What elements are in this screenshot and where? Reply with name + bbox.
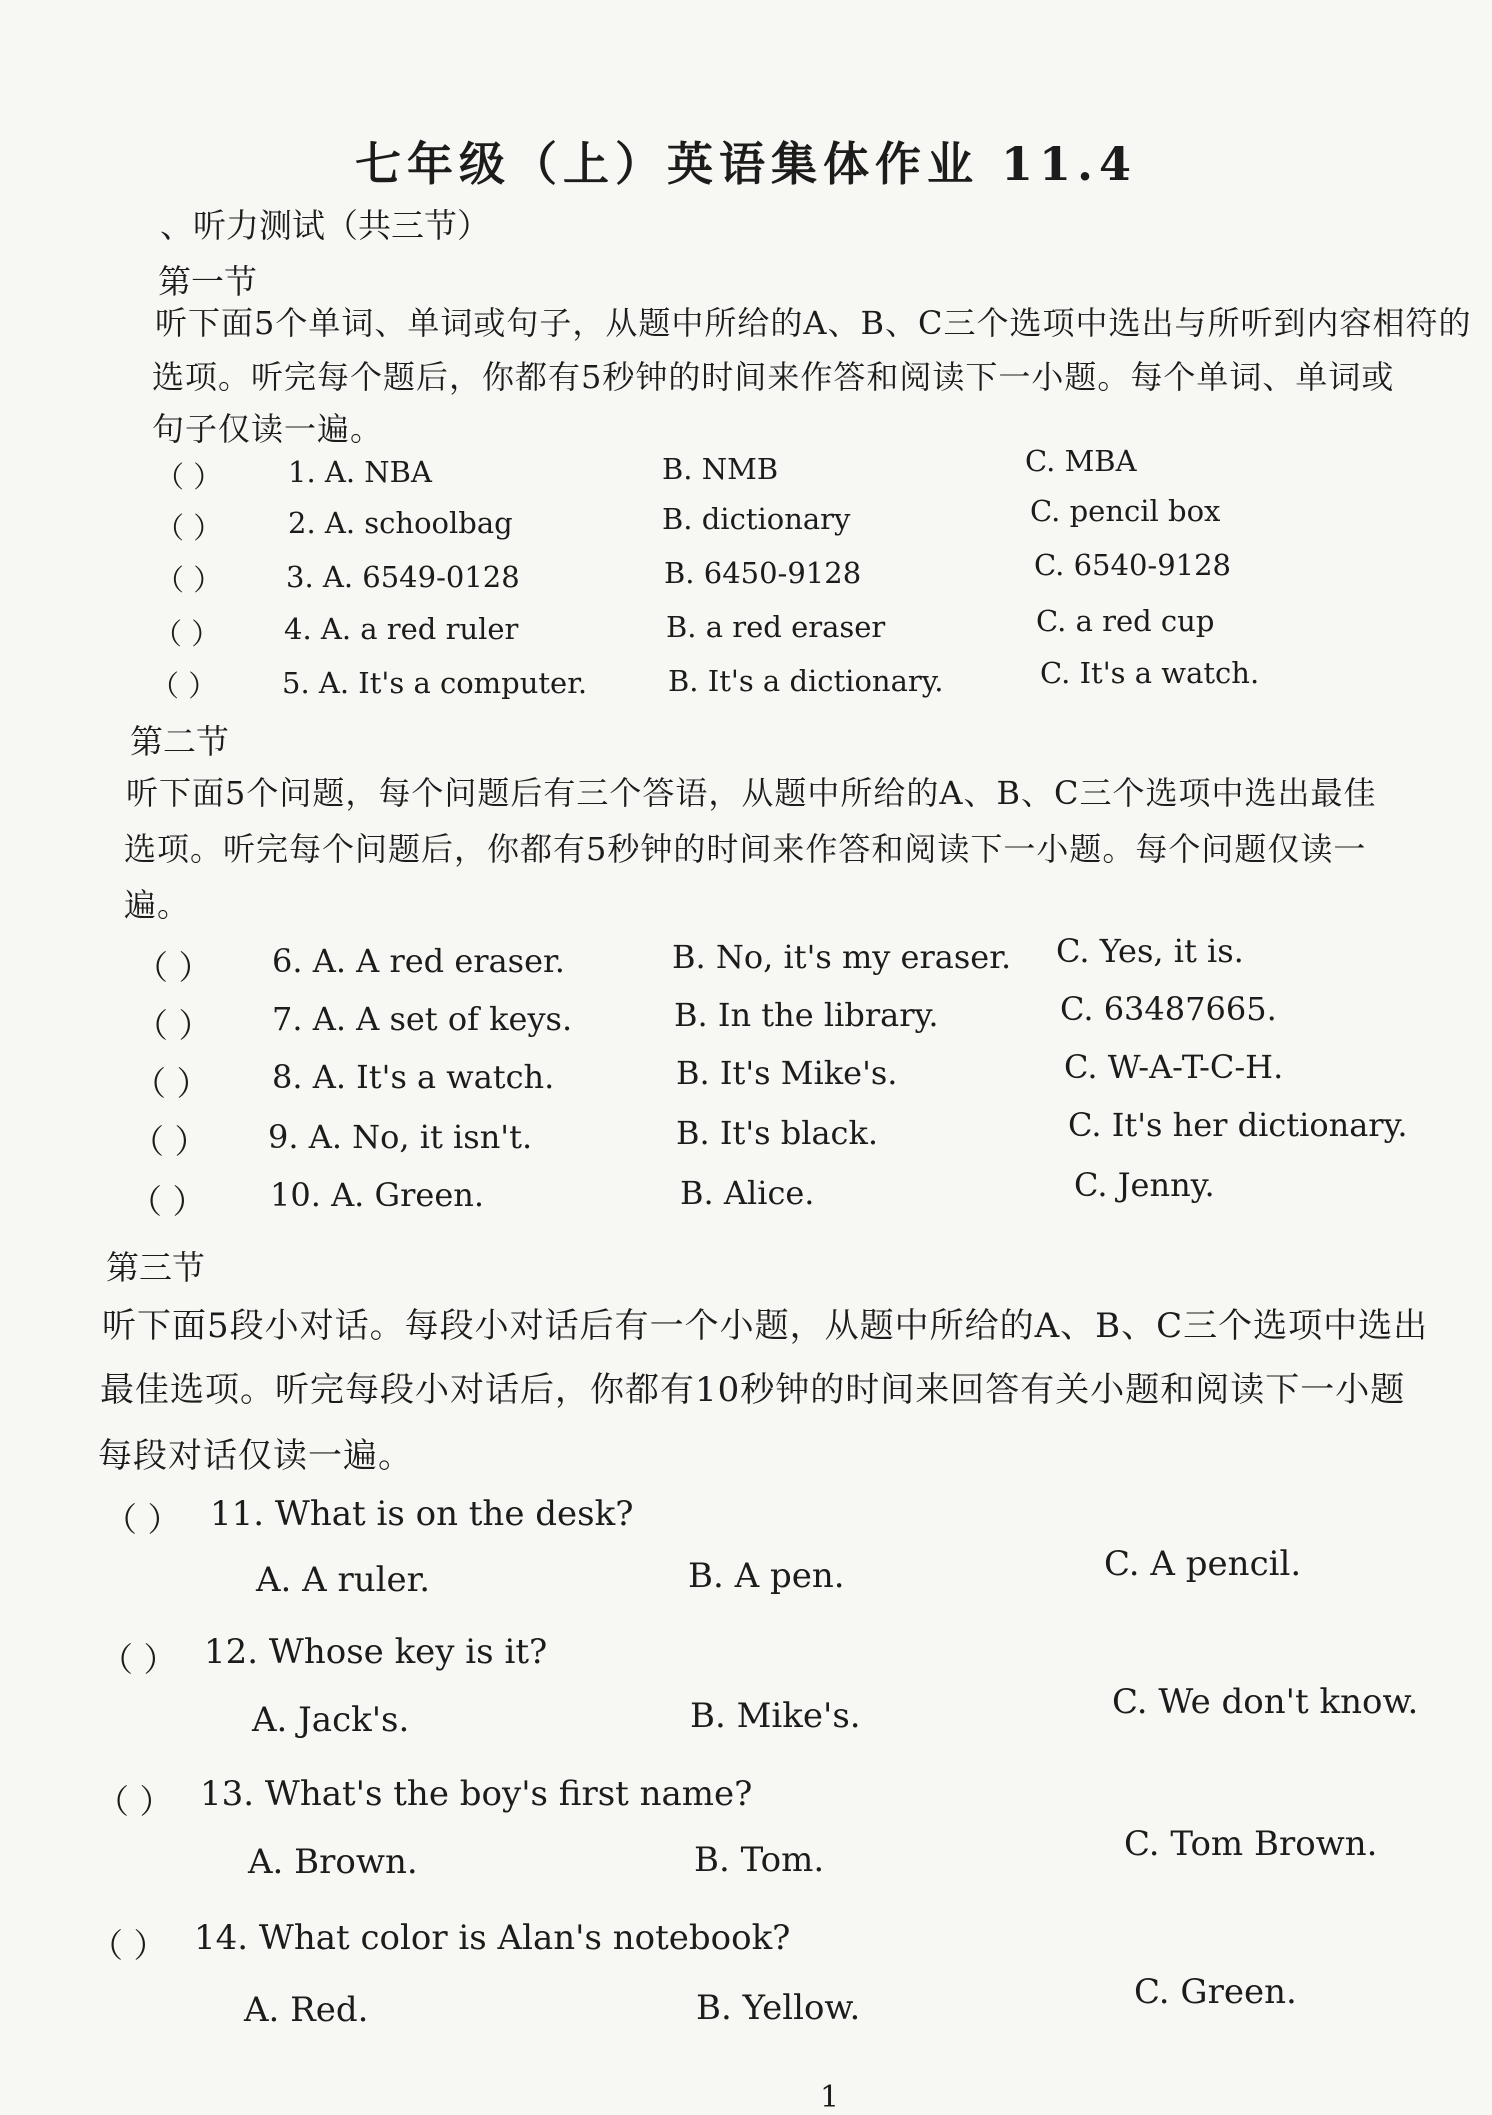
option-c: C. We don't know. <box>1112 1682 1419 1722</box>
answer-bracket[interactable]: （ ） <box>155 563 223 597</box>
answer-bracket[interactable]: （ ） <box>104 1500 181 1539</box>
section-1-instruction-line: 听下面5个单词、单词或句子，从题中所给的A、B、C三个选项中选出与所听到内容相符的 <box>155 304 1472 342</box>
option-c: C. 6540-9128 <box>1034 548 1231 582</box>
option-c: C. a red cup <box>1036 604 1215 638</box>
question-text: 11. What is on the desk? <box>210 1494 634 1534</box>
option-c: C. It's a watch. <box>1040 656 1260 690</box>
option-b: B. dictionary <box>662 502 851 536</box>
section-1-instruction-line: 句子仅读一遍。 <box>152 410 384 448</box>
option-a: A. A ruler. <box>256 1560 431 1600</box>
option-c: C. A pencil. <box>1104 1544 1302 1584</box>
question-text: 12. Whose key is it? <box>204 1632 548 1672</box>
option-a: 10. A. Green. <box>270 1176 485 1214</box>
answer-bracket[interactable]: （ ） <box>133 1064 210 1103</box>
option-a: 9. A. No, it isn't. <box>268 1118 533 1156</box>
section-2-instruction-line: 遍。 <box>124 886 191 924</box>
answer-bracket[interactable]: （ ） <box>155 511 223 545</box>
option-b: B. No, it's my eraser. <box>672 938 1012 976</box>
option-b: B. Tom. <box>694 1840 825 1880</box>
page-number: 1 <box>820 2080 840 2115</box>
option-b: B. NMB <box>662 452 779 486</box>
section-2-heading: 第二节 <box>130 722 229 761</box>
option-a: 6. A. A red eraser. <box>272 942 565 980</box>
option-b: B. Mike's. <box>690 1696 861 1736</box>
option-b: B. Alice. <box>680 1174 815 1212</box>
option-a: 5. A. It's a computer. <box>282 666 588 700</box>
option-c: C. Yes, it is. <box>1056 932 1244 970</box>
option-b: B. a red eraser <box>666 610 886 644</box>
option-a: 7. A. A set of keys. <box>272 1000 573 1038</box>
option-a: 1. A. NBA <box>288 455 432 489</box>
section-1-instruction-line: 选项。听完每个题后，你都有5秒钟的时间来作答和阅读下一小题。每个单词、单词或 <box>152 358 1395 396</box>
answer-bracket[interactable]: （ ） <box>155 460 223 494</box>
question-text: 13. What's the boy's first name? <box>200 1774 753 1814</box>
option-c: C. It's her dictionary. <box>1068 1106 1408 1144</box>
option-c: C. 63487665. <box>1060 990 1277 1028</box>
answer-bracket[interactable]: （ ） <box>96 1782 173 1821</box>
answer-bracket[interactable]: （ ） <box>131 1122 208 1161</box>
section-3-instruction-line: 最佳选项。听完每段小对话后，你都有10秒钟的时间来回答有关小题和阅读下一小题 <box>100 1370 1406 1410</box>
section-3-heading: 第三节 <box>106 1248 205 1287</box>
option-a: A. Red. <box>244 1990 369 2030</box>
option-c: C. MBA <box>1025 444 1137 478</box>
page-title: 七年级（上）英语集体作业 11.4 <box>354 137 1138 191</box>
option-b: B. It's black. <box>676 1114 879 1152</box>
option-c: C. W-A-T-C-H. <box>1064 1048 1284 1086</box>
answer-bracket[interactable]: （ ） <box>129 1182 206 1221</box>
option-b: B. Yellow. <box>696 1988 861 2028</box>
option-a: 8. A. It's a watch. <box>272 1058 555 1096</box>
section-1-heading: 第一节 <box>158 262 257 301</box>
section-3-instruction-line: 听下面5段小对话。每段小对话后有一个小题，从题中所给的A、B、C三个选项中选出 <box>102 1306 1429 1346</box>
option-b: B. It's a dictionary. <box>668 664 944 698</box>
option-a: A. Brown. <box>248 1842 418 1882</box>
option-a: 4. A. a red ruler <box>284 612 519 646</box>
answer-bracket[interactable]: （ ） <box>150 669 218 703</box>
section-2-instruction-line: 选项。听完每个问题后，你都有5秒钟的时间来作答和阅读下一小题。每个问题仅读一 <box>124 830 1367 868</box>
answer-bracket[interactable]: （ ） <box>100 1640 177 1679</box>
option-b: B. In the library. <box>674 996 939 1034</box>
option-c: C. Tom Brown. <box>1124 1824 1378 1864</box>
answer-bracket[interactable]: （ ） <box>90 1926 167 1965</box>
option-c: C. pencil box <box>1030 494 1221 528</box>
option-b: B. A pen. <box>688 1556 845 1596</box>
part-heading: 、听力测试（共三节） <box>160 206 490 245</box>
section-2-instruction-line: 听下面5个问题，每个问题后有三个答语，从题中所给的A、B、C三个选项中选出最佳 <box>126 774 1377 812</box>
option-c: C. Jenny. <box>1074 1166 1215 1204</box>
answer-bracket[interactable]: （ ） <box>153 617 221 651</box>
option-a: 3. A. 6549-0128 <box>286 560 520 594</box>
question-text: 14. What color is Alan's notebook? <box>194 1918 791 1958</box>
option-b: B. It's Mike's. <box>676 1054 898 1092</box>
section-3-instruction-line: 每段对话仅读一遍。 <box>98 1436 413 1476</box>
option-b: B. 6450-9128 <box>664 556 862 590</box>
answer-bracket[interactable]: （ ） <box>135 1006 212 1045</box>
option-a: A. Jack's. <box>252 1700 410 1740</box>
answer-bracket[interactable]: （ ） <box>135 948 212 987</box>
option-a: 2. A. schoolbag <box>288 506 513 540</box>
option-c: C. Green. <box>1134 1972 1297 2012</box>
